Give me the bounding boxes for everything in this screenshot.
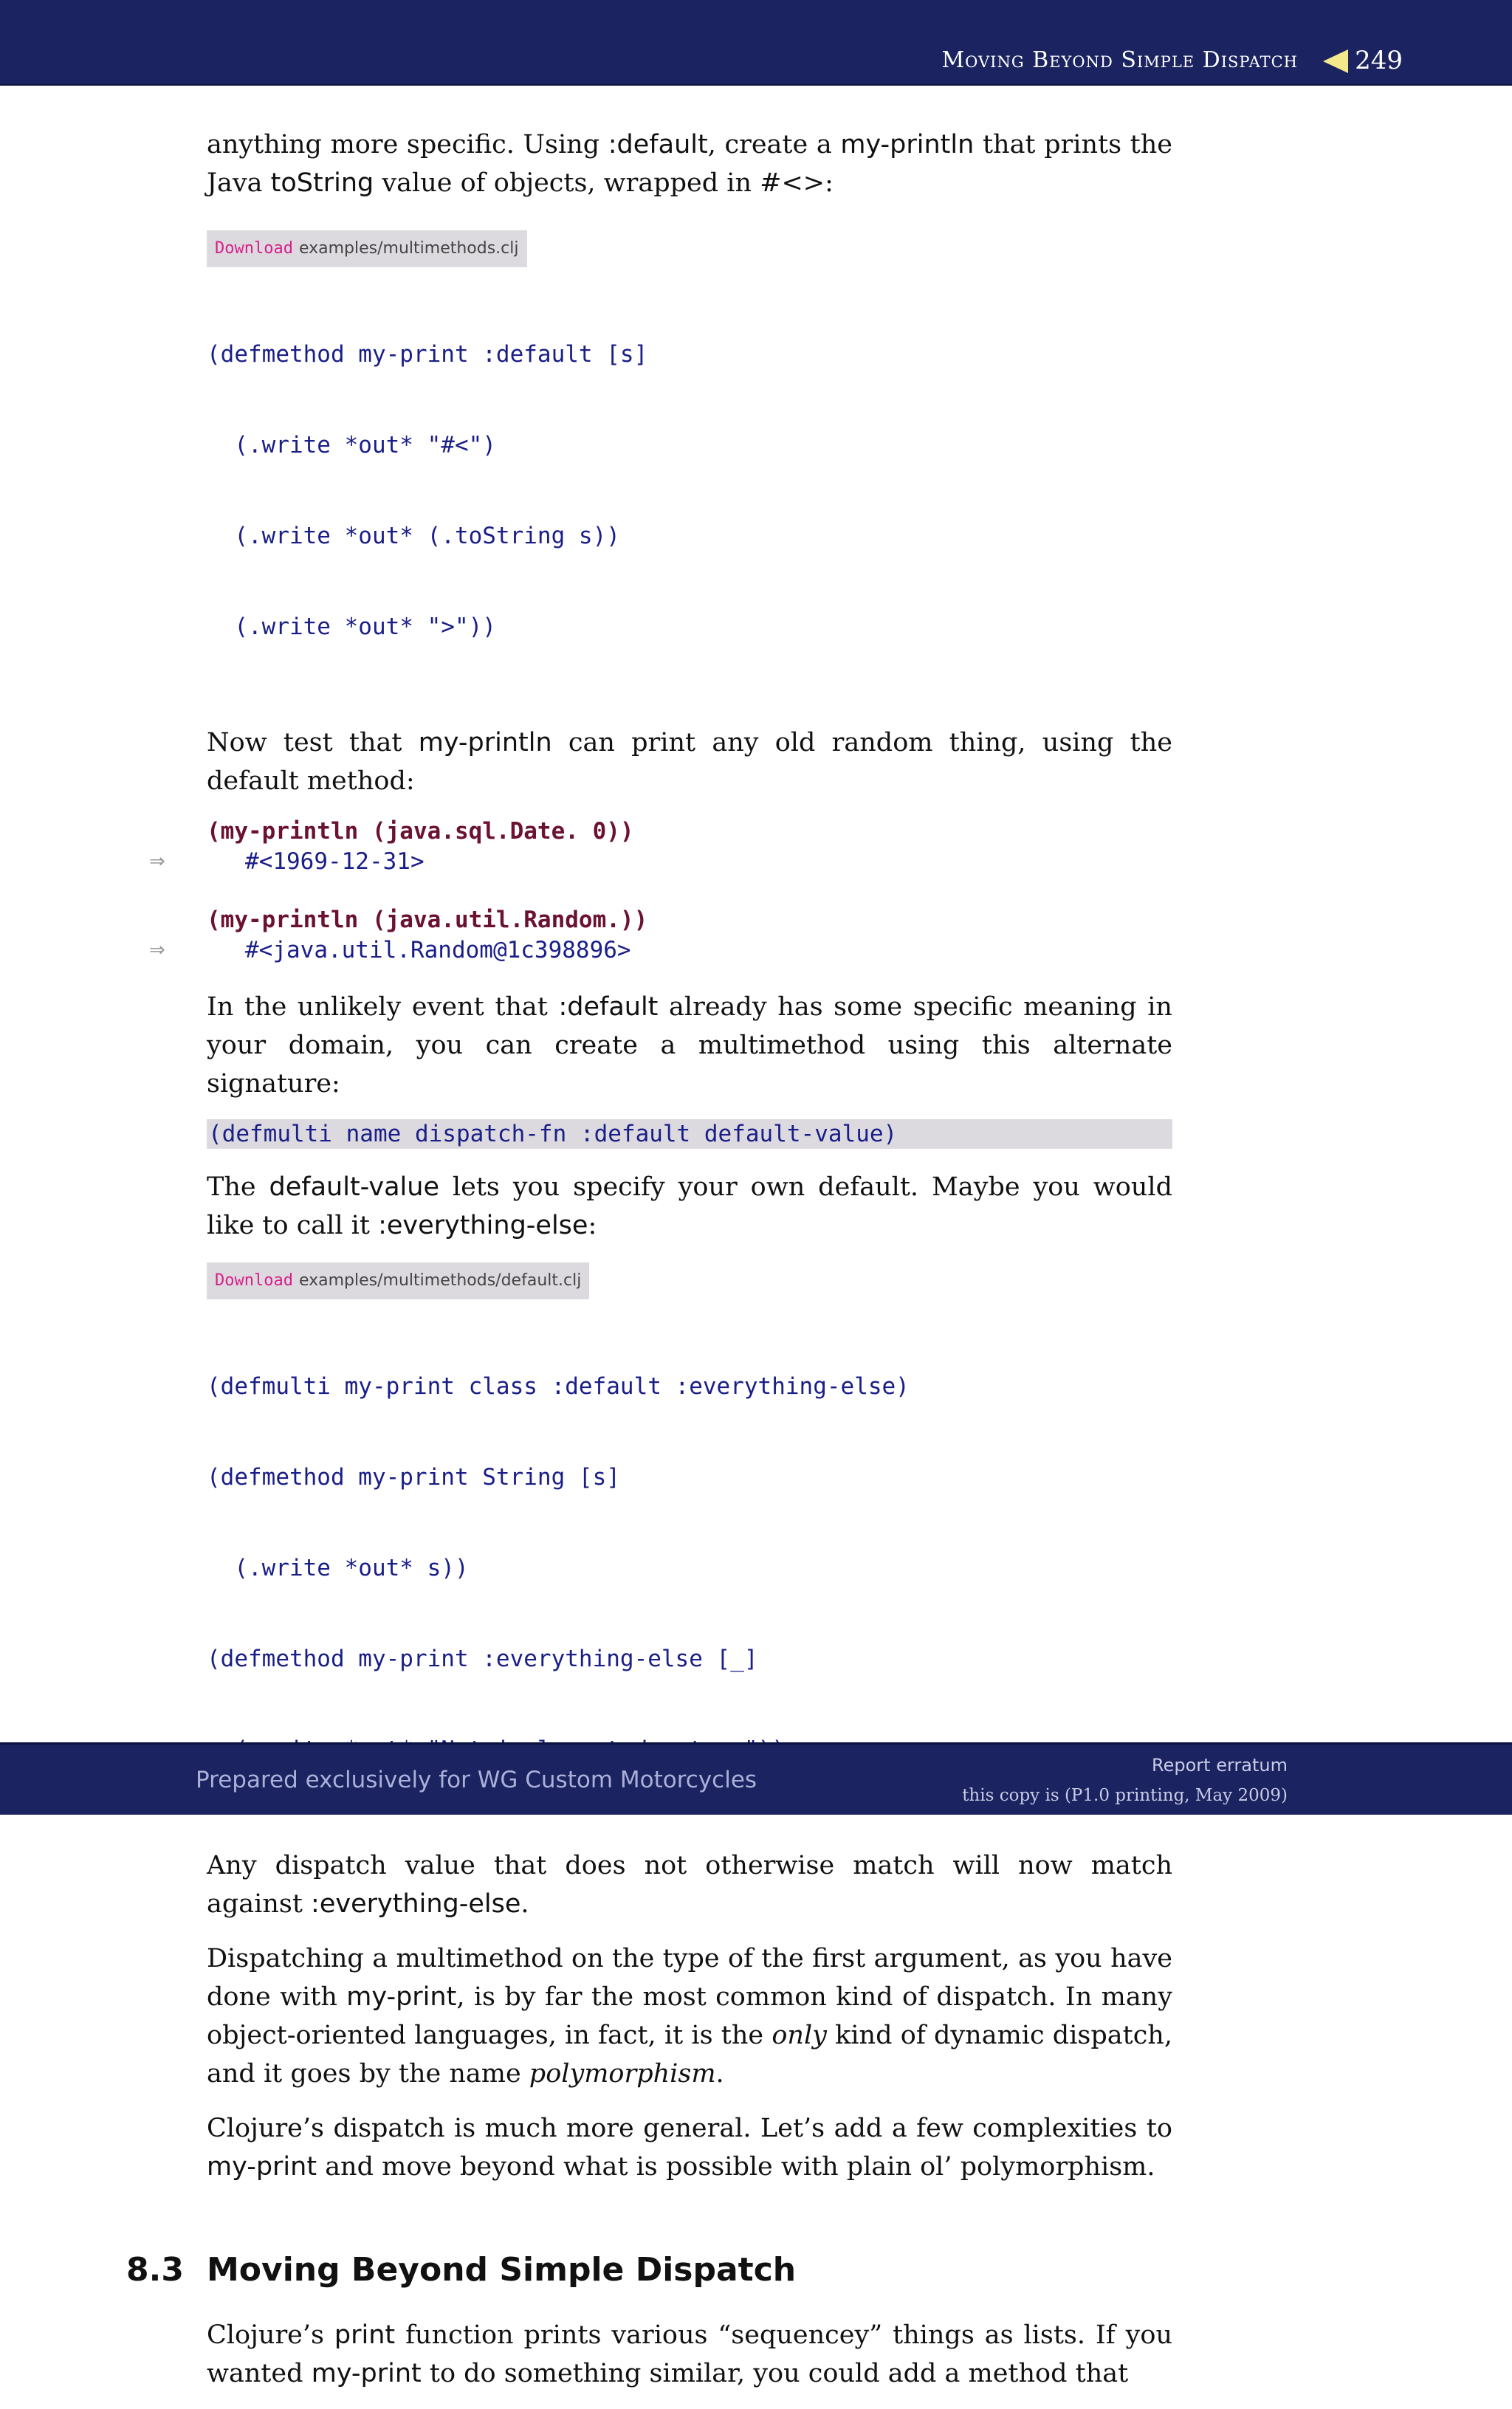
repl-input: (my-println (java.sql.Date. 0)) bbox=[207, 818, 634, 845]
text: to do something similar, you could add a method that bbox=[421, 2359, 1129, 2388]
code-line: (defmulti my-print class :default :everything-else) bbox=[207, 1373, 910, 1400]
text: Clojure’s dispatch is much more general. Let’s add a few complexities to bbox=[207, 2114, 1172, 2143]
download-path[interactable]: examples/multimethods.clj bbox=[298, 239, 519, 258]
inline-code: my-print bbox=[207, 2152, 317, 2182]
emphasis: polymorphism bbox=[529, 2059, 716, 2089]
section-heading bbox=[126, 2250, 1172, 2291]
text: Any dispatch value that does not otherwise match will now match against bbox=[207, 1851, 1172, 1919]
paragraph-alternate-signature bbox=[207, 988, 1172, 1103]
text: , is by far the most common kind of dispatch. In many object-oriented languages, in fact, it is the bbox=[207, 1982, 1172, 2050]
inline-code: :default bbox=[608, 130, 708, 159]
text: kind of dynamic dispatch, and it goes by the name bbox=[207, 2021, 1172, 2089]
section-title: Moving Beyond Simple Dispatch bbox=[207, 2251, 797, 2289]
page-header bbox=[0, 0, 1512, 86]
emphasis: only bbox=[772, 2021, 827, 2050]
code-line: (.write *out* (.toString s)) bbox=[207, 523, 620, 549]
result-arrow-icon: ⇒ bbox=[149, 850, 165, 873]
text: , create a bbox=[707, 130, 841, 159]
page-footer bbox=[0, 1742, 1512, 1815]
page-number: 249 bbox=[1355, 46, 1403, 75]
text: Dispatching a multimethod on the type of the first argument, as you have done with bbox=[207, 1944, 1172, 2012]
inline-code: my-print bbox=[311, 2359, 422, 2388]
text: that prints the Java bbox=[207, 130, 1173, 198]
repl-input: (my-println (java.util.Random.)) bbox=[207, 907, 648, 933]
footer-prepared-for: Prepared exclusively for WG Custom Motorcycles bbox=[196, 1767, 757, 1793]
text: The bbox=[207, 1172, 269, 1202]
text: : bbox=[588, 1211, 597, 1240]
running-head-title: Moving Beyond Simple Dispatch bbox=[941, 47, 1298, 73]
inline-code: print bbox=[334, 2320, 396, 2350]
paragraph-default-value bbox=[207, 1168, 1172, 1245]
inline-code: :everything-else bbox=[311, 1889, 521, 1919]
paragraph-default-intro bbox=[207, 126, 1172, 202]
result-arrow-icon: ⇒ bbox=[149, 939, 165, 961]
repl-example bbox=[149, 905, 1172, 966]
signature-code: (defmulti name dispatch-fn :default default-value) bbox=[207, 1119, 1172, 1149]
section-number: 8.3 bbox=[126, 2251, 184, 2289]
text: anything more specific. Using bbox=[207, 130, 608, 159]
download-bar[interactable] bbox=[207, 1262, 589, 1299]
repl-example bbox=[149, 817, 1172, 877]
text: value of objects, wrapped in #<>: bbox=[374, 168, 834, 198]
code-line: (defmethod my-print String [s] bbox=[207, 1464, 620, 1491]
inline-code: my-println bbox=[418, 728, 552, 757]
text: In the unlikely event that bbox=[207, 992, 559, 1022]
text: can print any old random thing, using the default method: bbox=[207, 728, 1172, 796]
inline-code: :everything-else bbox=[378, 1211, 588, 1240]
paragraph-polymorphism bbox=[207, 1939, 1172, 2093]
previous-page-arrow-icon[interactable] bbox=[1323, 49, 1348, 73]
text: . bbox=[715, 2059, 724, 2089]
repl-output: #<1969-12-31> bbox=[245, 848, 425, 875]
inline-code: :default bbox=[558, 992, 659, 1022]
download-path[interactable]: examples/multimethods/default.clj bbox=[298, 1271, 582, 1290]
text: Now test that bbox=[207, 728, 419, 757]
code-block-default-method bbox=[207, 279, 1172, 703]
inline-code: toString bbox=[270, 168, 374, 198]
paragraph-sequencey bbox=[207, 2316, 1172, 2393]
text: already has some specific meaning in your domain, you can create a multimethod using this alternate signature: bbox=[207, 992, 1172, 1099]
inline-code: my-println bbox=[840, 130, 975, 159]
text: lets you specify your own default. Maybe you would like to call it bbox=[207, 1172, 1172, 1240]
text: . bbox=[520, 1889, 529, 1919]
text: and move beyond what is possible with plain ol’ polymorphism. bbox=[317, 2152, 1155, 2182]
code-line: (.write *out* "#<") bbox=[207, 432, 496, 458]
text: function prints various “sequencey” things as lists. If you wanted bbox=[207, 2320, 1172, 2388]
paragraph-test-default bbox=[207, 724, 1172, 800]
code-line: (.write *out* s)) bbox=[207, 1555, 469, 1581]
inline-code: my-print bbox=[346, 1982, 457, 2012]
code-line: (.write *out* ">")) bbox=[207, 614, 496, 640]
inline-code: default-value bbox=[269, 1172, 439, 1202]
download-link[interactable]: Download bbox=[215, 239, 293, 258]
text: Clojure’s bbox=[207, 2320, 334, 2350]
download-link[interactable]: Download bbox=[215, 1271, 293, 1290]
report-erratum-link[interactable]: Report erratum bbox=[1152, 1755, 1288, 1776]
paragraph-dispatch-match bbox=[207, 1846, 1172, 1923]
code-line: (defmethod my-print :everything-else [_] bbox=[207, 1646, 758, 1672]
repl-output: #<java.util.Random@1c398896> bbox=[245, 937, 631, 963]
footer-printing-info: this copy is (P1.0 printing, May 2009) bbox=[962, 1786, 1288, 1805]
paragraph-clojure-dispatch bbox=[207, 2109, 1172, 2186]
code-line: (defmethod my-print :default [s] bbox=[207, 341, 648, 368]
page-content bbox=[126, 126, 1173, 2409]
download-bar[interactable] bbox=[207, 230, 527, 267]
